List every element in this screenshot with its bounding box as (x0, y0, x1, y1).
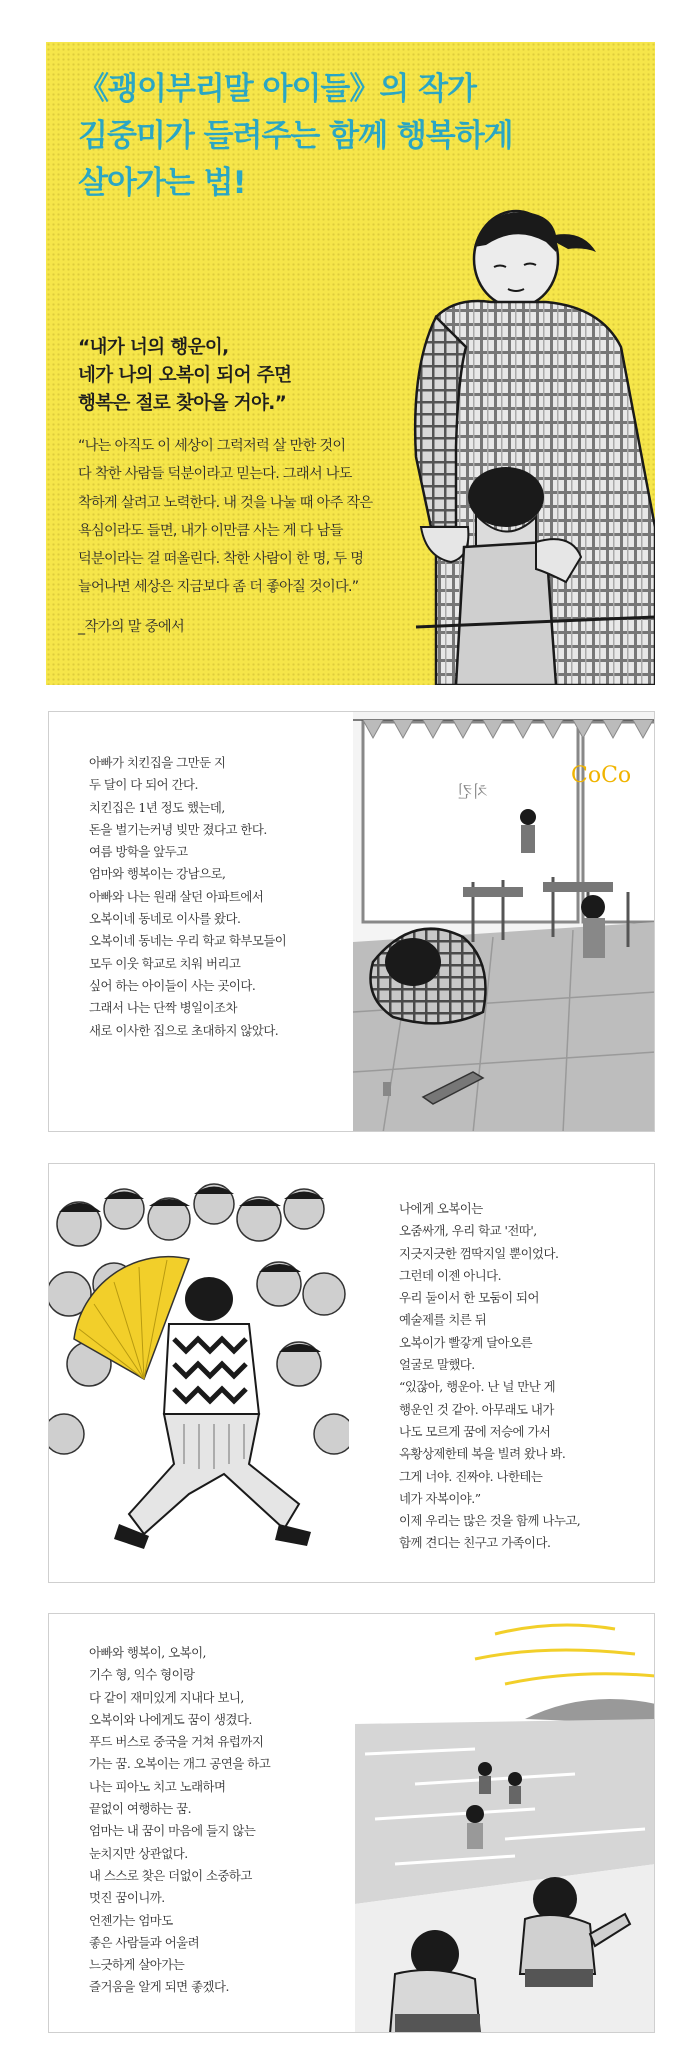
text-line: 이제 우리는 많은 것을 함께 나누고, (399, 1513, 581, 1529)
text-line: 행운인 것 같아. 아무래도 내가 (399, 1401, 554, 1417)
festival-stage-illustration (49, 1164, 349, 1583)
text-line: 오복이가 빨갛게 달아오른 (399, 1334, 533, 1350)
text-line: 싶어 하는 아이들이 사는 곳이다. (89, 977, 256, 993)
quote-body-line: 늘어나면 세상은 지금보다 좀 더 좋아질 것이다.” (78, 579, 359, 596)
text-line: 오복이네 동네는 우리 학교 학부모들이 (89, 933, 287, 949)
headline-line: 김중미가 들려주는 함께 행복하게 (78, 118, 513, 154)
text-line: 그런데 이젠 아니다. (399, 1267, 502, 1283)
story-text-2 (399, 1198, 580, 1555)
quote-body-line: 착하게 살려고 노력한다. 내 것을 나눌 때 아주 작은 (78, 494, 373, 511)
quote-line: 행복은 절로 찾아올 거야.” (78, 393, 287, 414)
text-line: 기수 형, 익수 형이랑 (89, 1667, 195, 1683)
text-line: 오줌싸개, 우리 학교 '전따', (399, 1223, 537, 1239)
text-line: 함께 견디는 친구고 가족이다. (399, 1535, 551, 1551)
text-line: 여름 방학을 앞두고 (89, 844, 188, 860)
text-line: 돈을 벌기는커녕 빚만 졌다고 한다. (89, 821, 267, 837)
window-sign: 치킨 (457, 782, 488, 801)
story-page-3 (48, 1613, 655, 2033)
chicken-shop-illustration (353, 712, 655, 1132)
quote-source: _작가의 말 중에서 (78, 619, 185, 635)
text-line: 엄마는 내 꿈이 마음에 들지 않는 (89, 1823, 256, 1839)
sign-coco: CoCo (571, 763, 632, 788)
text-line: 눈치지만 상관없다. (89, 1845, 188, 1861)
text-line: 옥황상제한테 복을 빌려 왔나 봐. (399, 1446, 566, 1462)
text-line: “있잖아, 행운아. 난 널 만난 게 (399, 1379, 556, 1395)
text-line: 즐거움을 알게 되면 좋겠다. (89, 1979, 229, 1995)
story-page-2 (48, 1163, 655, 1583)
text-line: 그래서 나는 단짝 병일이조차 (89, 1000, 237, 1016)
text-line: 네가 자복이야.” (399, 1490, 481, 1506)
text-line: 새로 이사한 집으로 초대하지 않았다. (89, 1022, 279, 1038)
text-line: 다 같이 재미있게 지내다 보니, (89, 1689, 244, 1705)
text-line: 지긋지긋한 껌딱지일 뿐이었다. (399, 1245, 559, 1261)
text-line: 나에게 오복이는 (399, 1201, 483, 1216)
text-line: 오복이네 동네로 이사를 왔다. (89, 911, 241, 927)
quote-body-line: 다 착한 사람들 덕분이라고 믿는다. 그래서 나도 (78, 466, 352, 483)
text-line: 엄마와 행복이는 강남으로, (89, 866, 226, 882)
text-line: 아빠와 행복이, 오복이, (89, 1645, 206, 1660)
story-text-1 (89, 752, 286, 1042)
text-line: 오복이와 나에게도 꿈이 생겼다. (89, 1711, 252, 1727)
beach-illustration (355, 1614, 655, 2033)
text-line: 언젠가는 엄마도 (89, 1912, 173, 1928)
text-line: 모두 이웃 학교로 치워 버리고 (89, 955, 241, 971)
text-line: 아빠가 치킨집을 그만둔 지 (89, 755, 226, 770)
book-promo-banner (46, 42, 655, 685)
father-and-son-illustration (396, 197, 655, 685)
quote-body-line: 덕분이라는 걸 떠올린다. 착한 사람이 한 명, 두 명 (78, 551, 364, 568)
quote-line: “내가 너의 행운이, (78, 337, 229, 358)
text-line: 그게 너야. 진짜야. 나한테는 (399, 1468, 543, 1484)
text-line: 얼굴로 말했다. (399, 1357, 475, 1373)
text-line: 나도 모르게 꿈에 저승에 가서 (399, 1423, 551, 1439)
story-text-3 (89, 1642, 270, 1999)
text-line: 두 달이 다 되어 간다. (89, 777, 198, 793)
text-line: 좋은 사람들과 어울려 (89, 1934, 200, 1950)
quote-body-line: “나는 아직도 이 세상이 그럭저럭 살 만한 것이 (78, 438, 346, 454)
text-line: 가는 꿈. 오복이는 개그 공연을 하고 (89, 1756, 271, 1772)
headline-line: 살아가는 법! (78, 165, 246, 201)
text-line: 푸드 버스로 중국을 거쳐 유럽까지 (89, 1734, 264, 1750)
story-page-1 (48, 711, 655, 1132)
quote-body-line: 욕심이라도 들면, 내가 이만큼 사는 게 다 남들 (78, 522, 343, 539)
text-line: 나는 피아노 치고 노래하며 (89, 1778, 226, 1794)
text-line: 아빠와 나는 원래 살던 아파트에서 (89, 888, 264, 904)
quote-line: 네가 나의 오복이 되어 주면 (78, 365, 292, 386)
highlight-quote (78, 334, 408, 418)
text-line: 예술제를 치른 뒤 (399, 1312, 487, 1328)
text-line: 멋진 꿈이니까. (89, 1890, 165, 1906)
banner-headline (78, 66, 638, 207)
author-quote-body (78, 432, 418, 602)
text-line: 우리 둘이서 한 모둠이 되어 (399, 1290, 539, 1306)
text-line: 느긋하게 살아가는 (89, 1957, 185, 1973)
text-line: 끝없이 여행하는 꿈. (89, 1801, 192, 1817)
text-line: 내 스스로 찾은 더없이 소중하고 (89, 1867, 252, 1883)
headline-line: 《괭이부리말 아이들》의 작가 (78, 71, 476, 107)
text-line: 치킨집은 1년 정도 했는데, (89, 799, 225, 815)
